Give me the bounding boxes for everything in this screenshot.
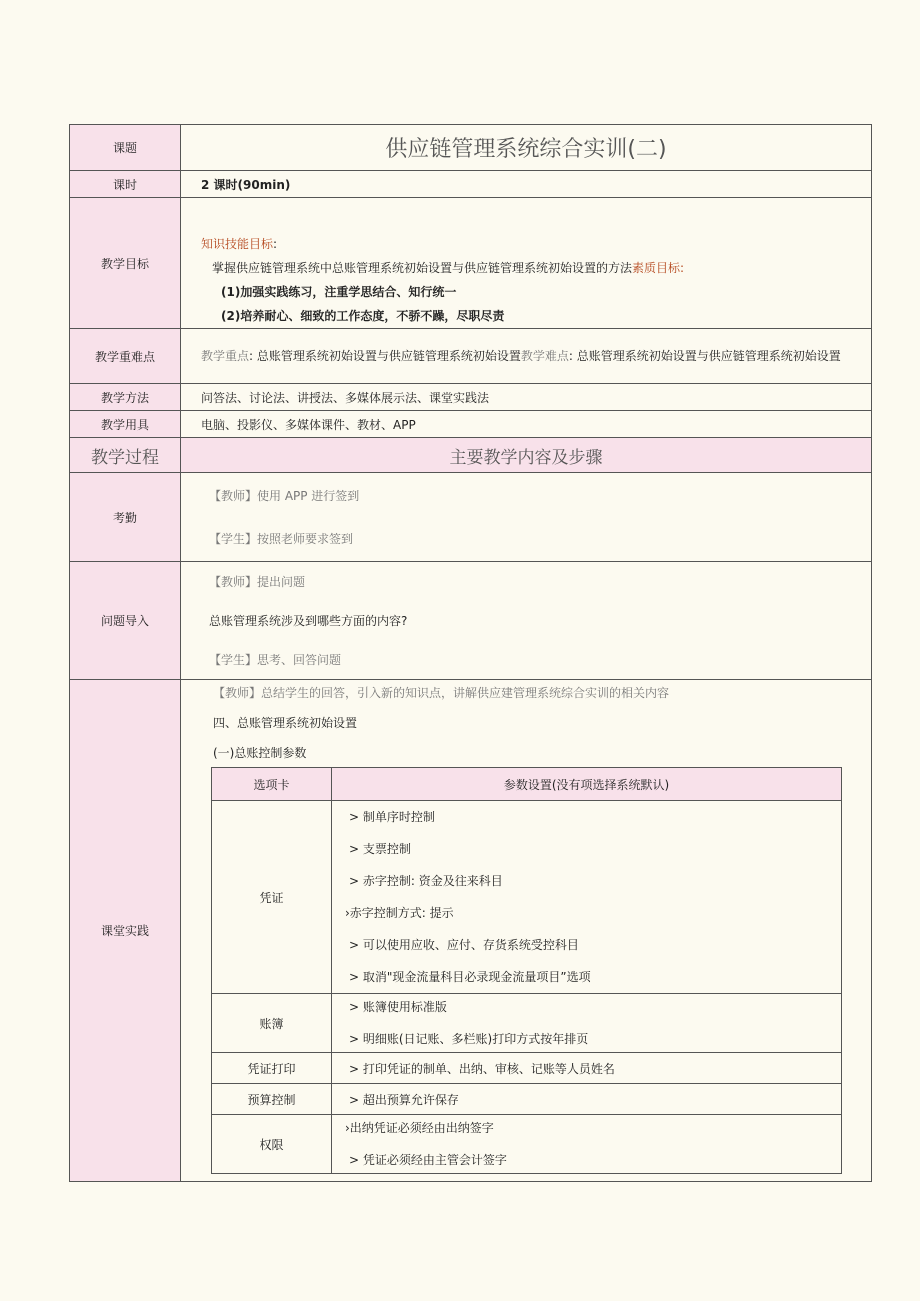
params-options bbox=[332, 1115, 842, 1174]
methods-label: 教学方法 bbox=[70, 384, 181, 411]
practice-label: 课堂实践 bbox=[70, 680, 181, 1182]
params-group-name: 凭证 bbox=[212, 801, 332, 994]
attendance-student: 【学生】按照老师要求签到 bbox=[209, 532, 354, 546]
row-key-points bbox=[70, 329, 872, 384]
process-header-left: 教学过程 bbox=[70, 438, 181, 473]
difficulty-text: : 总账管理系统初始设置与供应链管理系统初始设置 bbox=[568, 348, 841, 363]
params-row bbox=[212, 1115, 842, 1174]
control-params-table bbox=[211, 767, 842, 1174]
tools-label: 教学用具 bbox=[70, 411, 181, 438]
intro-teacher: 【教师】提出问题 bbox=[209, 575, 306, 589]
row-attendance bbox=[70, 473, 872, 562]
attendance-teacher: 【教师】使用 APP 进行签到 bbox=[209, 489, 360, 503]
params-header-setting: 参数设置(没有项选择系统默认) bbox=[332, 768, 842, 801]
knowledge-text: 掌握供应链管理系统中总账管理系统初始设置与供应链管理系统初始设置的方法 bbox=[212, 261, 633, 275]
topic-label: 课题 bbox=[70, 125, 181, 171]
objectives-content bbox=[181, 198, 872, 329]
lesson-plan-table bbox=[69, 124, 872, 1182]
knowledge-colon: : bbox=[273, 237, 278, 251]
row-tools bbox=[70, 411, 872, 438]
params-option: > 取消"现金流量科目必录现金流量项目”选项 bbox=[349, 970, 591, 984]
attendance-label: 考勤 bbox=[70, 473, 181, 562]
params-option: > 制单序时控制 bbox=[349, 810, 435, 824]
row-objectives bbox=[70, 198, 872, 329]
params-group-name: 预算控制 bbox=[212, 1084, 332, 1115]
tools-value: 电脑、投影仪、多媒体课件、教材、APP bbox=[181, 411, 872, 438]
methods-value: 问答法、讨论法、讲授法、多媒体展示法、课堂实践法 bbox=[181, 384, 872, 411]
params-group-name: 账簿 bbox=[212, 994, 332, 1053]
quality-item: (1)加强实践练习，注重学思结合、知行统一 bbox=[221, 285, 457, 299]
knowledge-heading: 知识技能目标 bbox=[201, 237, 274, 251]
params-option: > 凭证必须经由主管会计签字 bbox=[349, 1153, 507, 1167]
row-topic bbox=[70, 125, 872, 171]
params-options bbox=[332, 801, 842, 994]
params-group-name: 凭证打印 bbox=[212, 1053, 332, 1084]
intro-label: 问题导入 bbox=[70, 562, 181, 680]
params-options bbox=[332, 994, 842, 1053]
hours-label: 课时 bbox=[70, 171, 181, 198]
params-option: > 明细账(日记账、多栏账)打印方式按年排页 bbox=[349, 1032, 589, 1046]
difficulty-label: 教学难点 bbox=[520, 348, 569, 363]
process-header-right: 主要教学内容及步骤 bbox=[181, 438, 872, 473]
focus-text: : 总账管理系统初始设置与供应链管理系统初始设置 bbox=[249, 348, 521, 363]
params-option: > 超出预算允许保存 bbox=[332, 1084, 842, 1115]
practice-content bbox=[181, 680, 872, 1182]
params-option: > 账簿使用标准版 bbox=[349, 1000, 447, 1014]
objectives-label: 教学目标 bbox=[70, 198, 181, 329]
quality-heading: 素质目标: bbox=[632, 261, 685, 275]
intro-question: 总账管理系统涉及到哪些方面的内容? bbox=[209, 614, 408, 628]
row-process-header bbox=[70, 438, 872, 473]
params-row bbox=[212, 1053, 842, 1084]
quality-item: (2)培养耐心、细致的工作态度，不骄不躁，尽职尽责 bbox=[221, 309, 505, 323]
params-option: ›出纳凭证必须经由出纳签字 bbox=[345, 1121, 494, 1135]
knowledge-text-line bbox=[201, 256, 871, 280]
practice-subsection: (一)总账控制参数 bbox=[213, 746, 307, 760]
params-row bbox=[212, 801, 842, 994]
intro-student: 【学生】思考、回答问题 bbox=[209, 653, 342, 667]
lesson-title: 供应链管理系统综合实训(二) bbox=[181, 125, 872, 171]
key-points-label: 教学重难点 bbox=[70, 329, 181, 384]
params-option: > 赤字控制: 资金及往来科目 bbox=[349, 874, 503, 888]
attendance-content bbox=[181, 473, 872, 562]
knowledge-objective-line bbox=[201, 232, 871, 256]
params-header-tab: 选项卡 bbox=[212, 768, 332, 801]
row-intro bbox=[70, 562, 872, 680]
params-header-row bbox=[212, 768, 842, 801]
focus-label: 教学重点 bbox=[201, 348, 250, 363]
row-hours bbox=[70, 171, 872, 198]
params-option: > 可以使用应收、应付、存货系统受控科目 bbox=[349, 938, 579, 952]
practice-teacher: 【教师】总结学生的回答，引入新的知识点，讲解供应建管理系统综合实训的相关内容 bbox=[213, 686, 670, 700]
params-option: ›赤字控制方式: 提示 bbox=[345, 906, 454, 920]
intro-content bbox=[181, 562, 872, 680]
practice-section: 四、总账管理系统初始设置 bbox=[213, 716, 358, 730]
row-methods bbox=[70, 384, 872, 411]
params-option: > 打印凭证的制单、出纳、审核、记账等人员姓名 bbox=[332, 1053, 842, 1084]
params-option: > 支票控制 bbox=[349, 842, 411, 856]
params-group-name: 权限 bbox=[212, 1115, 332, 1174]
row-practice bbox=[70, 680, 872, 1182]
key-points-content bbox=[181, 329, 872, 384]
hours-value: 2 课时(90min) bbox=[181, 171, 872, 198]
params-row bbox=[212, 1084, 842, 1115]
params-row bbox=[212, 994, 842, 1053]
